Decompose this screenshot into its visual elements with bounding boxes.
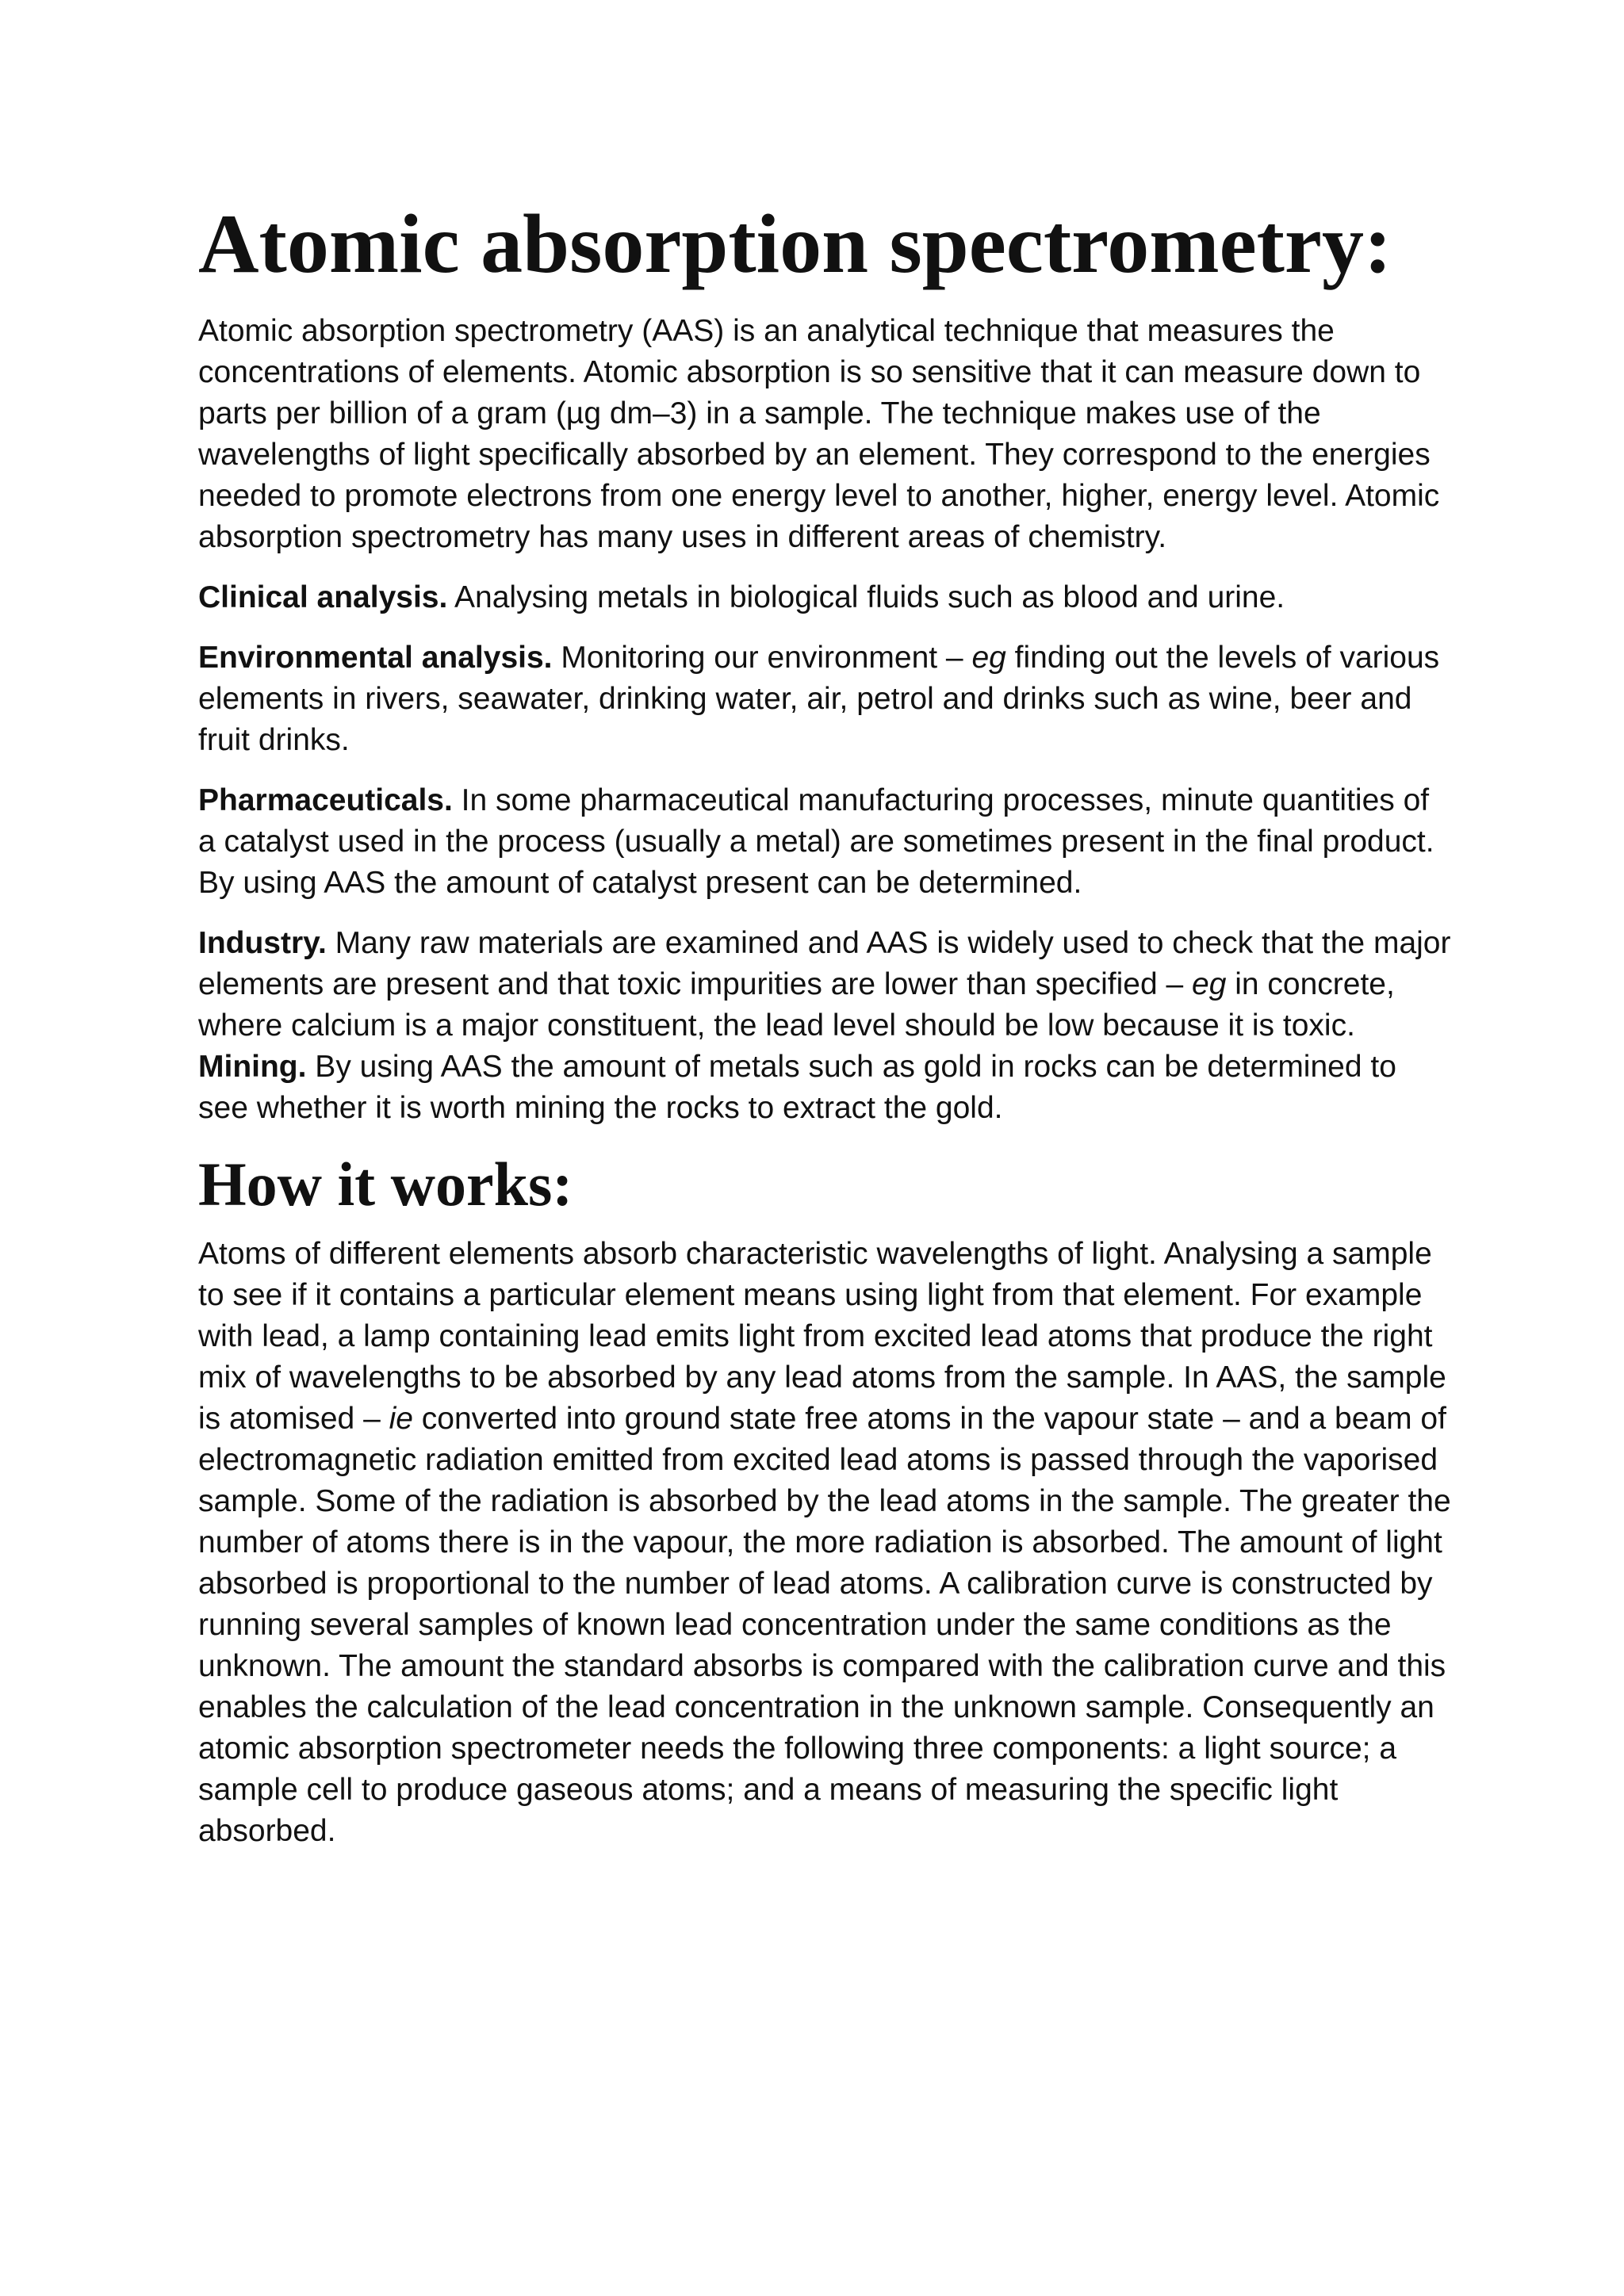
industry-italic: eg	[1192, 967, 1227, 1001]
clinical-paragraph	[198, 577, 1451, 618]
document-page	[198, 197, 1451, 1871]
page-title: Atomic absorption spectrometry:	[198, 197, 1392, 290]
industry-paragraph	[198, 923, 1451, 1047]
how-italic: ie	[389, 1402, 413, 1436]
industry-text-a: Many raw materials are examined and AAS is widely used to check that the major elements are present and that toxic impurities are lower than specified –	[198, 926, 1451, 1001]
environmental-text-b: finding out the levels of various elements in rivers, seawater, drinking water, air, petrol and drinks such as wine, beer and fruit drinks.	[198, 641, 1440, 757]
clinical-label: Clinical analysis.	[198, 580, 448, 614]
mining-text: By using AAS the amount of metals such as gold in rocks can be determined to see whether it is worth mining the rocks to extract the gold.	[198, 1050, 1396, 1125]
mining-paragraph	[198, 1047, 1451, 1129]
environmental-text-a: Monitoring our environment –	[552, 641, 972, 675]
intro-paragraph: Atomic absorption spectrometry (AAS) is an analytical technique that measures the concentrations of elements. Atomic absorption is so sensitive that it can measure down to parts per billion of a gram (µg dm–3) in a sample. The technique makes use of the wavelengths of light specifically absorbed by an element. They correspond to the energies needed to promote electrons from one energy level to another, higher, energy level. Atomic absorption spectrometry has many uses in different areas of chemistry.	[198, 314, 1440, 554]
environmental-label: Environmental analysis.	[198, 641, 553, 675]
industry-text-b: in concrete, where calcium is a major constituent, the lead level should be low because it is toxic.	[198, 967, 1395, 1043]
industry-label: Industry.	[198, 926, 327, 960]
how-text-a: Atoms of different elements absorb characteristic wavelengths of light. Analysing a sample to see if it contains a particular element means using light from that element. For example with lead, a lamp containing lead emits light from excited lead atoms that produce the right mix of wavelengths to be absorbed by any lead atoms from the sample. In AAS, the sample is atomised –	[198, 1237, 1446, 1436]
clinical-text: Analysing metals in biological fluids such as blood and urine.	[447, 580, 1285, 614]
mining-label: Mining.	[198, 1050, 307, 1084]
pharma-label: Pharmaceuticals.	[198, 783, 453, 817]
how-text-b: converted into ground state free atoms in the vapour state – and a beam of electromagnetic radiation emitted from excited lead atoms is passed through the vaporised sample. Some of the radiation is absorbed by the lead atoms in the sample. The greater the number of atoms there is in the vapour, the more radiation is absorbed. The amount of light absorbed is proportional to the number of lead atoms. A calibration curve is constructed by running several samples of known lead concentration under the same conditions as the unknown. The amount the standard absorbs is compared with the calibration curve and this enables the calculation of the lead concentration in the unknown sample. Consequently an atomic absorption spectrometer needs the following three components: a light source; a sample cell to produce gaseous atoms; and a means of measuring the specific light absorbed.	[198, 1402, 1451, 1848]
how-paragraph	[198, 1234, 1451, 1852]
environmental-italic: eg	[971, 641, 1006, 675]
pharma-paragraph	[198, 780, 1451, 904]
pharma-text: In some pharmaceutical manufacturing processes, minute quantities of a catalyst used in the process (usually a metal) are sometimes present in the final product. By using AAS the amount of catalyst present can be determined.	[198, 783, 1434, 900]
section-heading: How it works:	[198, 1150, 573, 1219]
environmental-paragraph	[198, 637, 1451, 761]
